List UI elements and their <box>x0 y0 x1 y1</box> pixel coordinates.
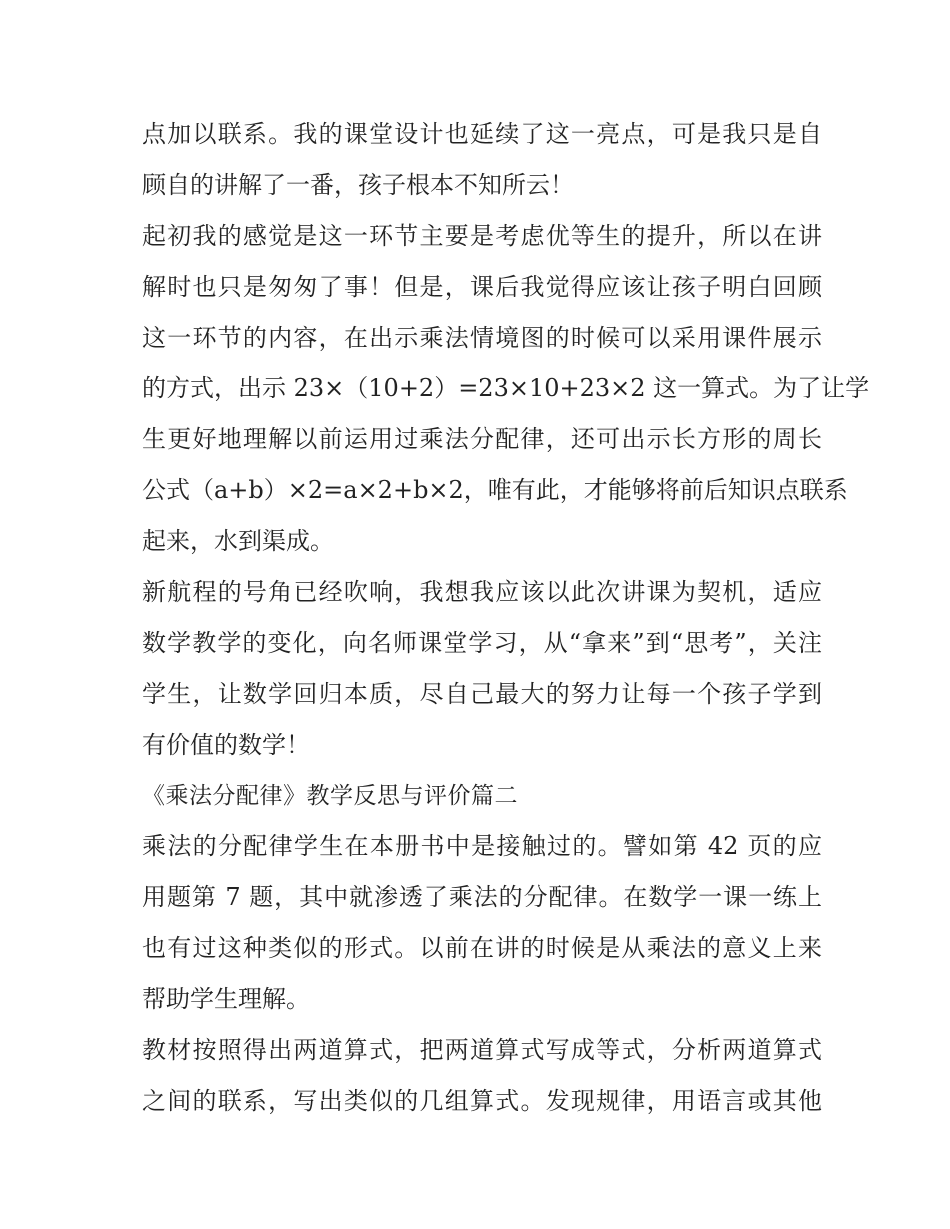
text-line: 公式（a+b）×2=a×2+b×2，唯有此，才能够将前后知识点联系 <box>142 476 848 505</box>
text-line: 数学教学的变化，向名师课堂学习，从“拿来”到“思考”，关注 <box>142 628 822 657</box>
text-line: 生更好地理解以前运用过乘法分配律，还可出示长方形的周长 <box>142 425 822 454</box>
section-heading <box>142 771 822 822</box>
text-line: 点加以联系。我的课堂设计也延续了这一亮点，可是我只是自 <box>142 120 822 148</box>
text-line: 新航程的号角已经吹响，我想我应该以此次讲课为契机，适应 <box>142 578 822 607</box>
paragraph <box>142 109 822 211</box>
text-line: 学生，让数学回归本质，尽自己最大的努力让每一个孩子学到 <box>142 679 822 708</box>
text-line: 解时也只是匆匆了事！但是，课后我觉得应该让孩子明白回顾 <box>142 272 822 301</box>
text-line: 有价值的数学！ <box>142 730 310 759</box>
paragraph <box>142 821 822 1025</box>
text-line: 教材按照得出两道算式，把两道算式写成等式，分析两道算式 <box>142 1036 822 1065</box>
text-line: 帮助学生理解。 <box>142 985 310 1014</box>
paragraph <box>142 567 822 771</box>
text-line: 的方式，出示 23×（10+2）=23×10+23×2 这一算式。为了让学 <box>142 374 870 403</box>
text-line: 起初我的感觉是这一环节主要是考虑优等生的提升，所以在讲 <box>142 221 822 250</box>
paragraph <box>142 211 870 567</box>
text-line: 之间的联系，写出类似的几组算式。发现规律，用语言或其他 <box>142 1086 822 1115</box>
text-line: 也有过这种类似的形式。以前在讲的时候是从乘法的意义上来 <box>142 934 822 963</box>
text-line: 乘法的分配律学生在本册书中是接触过的。譬如第 42 页的应 <box>142 832 822 861</box>
text-line: 《乘法分配律》教学反思与评价篇二 <box>142 782 518 809</box>
document-body <box>142 109 870 1127</box>
text-line: 这一环节的内容，在出示乘法情境图的时候可以采用课件展示 <box>142 323 822 352</box>
paragraph <box>142 1025 822 1127</box>
text-line: 起来，水到渠成。 <box>142 527 334 556</box>
text-line: 用题第 7 题，其中就渗透了乘法的分配律。在数学一课一练上 <box>142 883 822 912</box>
text-line: 顾自的讲解了一番，孩子根本不知所云！ <box>142 170 574 199</box>
